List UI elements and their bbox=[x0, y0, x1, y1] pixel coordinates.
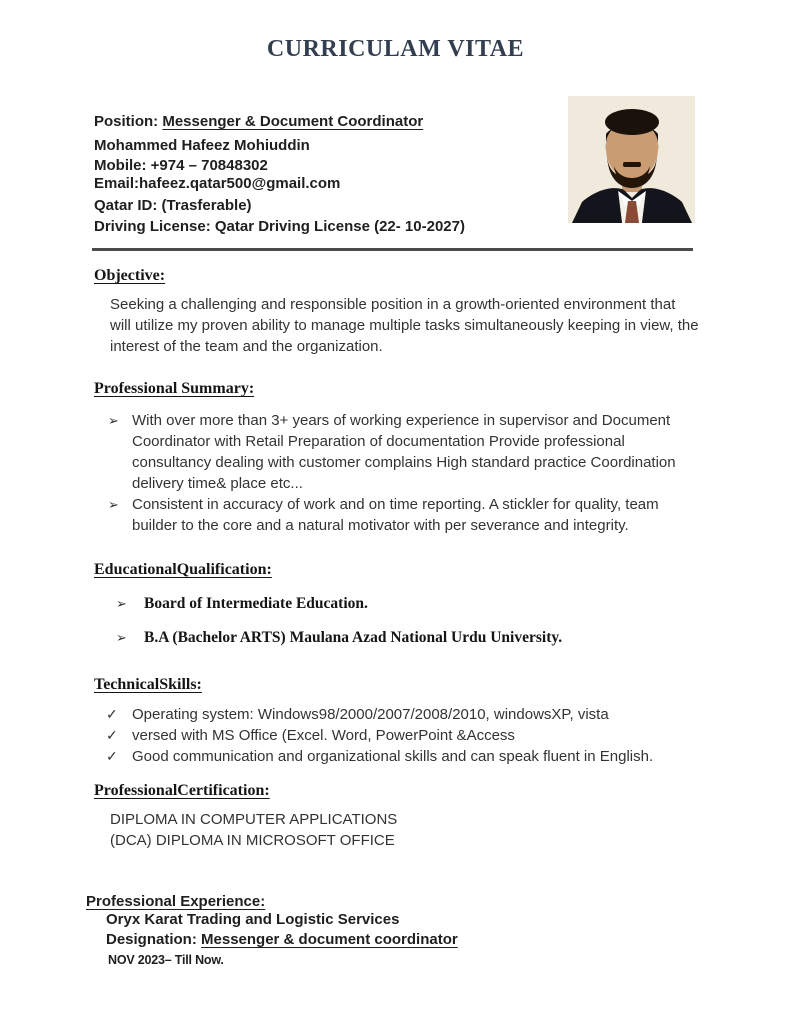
list-item bbox=[116, 628, 705, 648]
summary-heading: Professional Summary: bbox=[94, 380, 255, 397]
check-bullet-icon: ✓ bbox=[106, 748, 118, 764]
email-line: Email:hafeez.qatar500@gmail.com bbox=[94, 175, 341, 192]
certification-line: (DCA) DIPLOMA IN MICROSOFT OFFICE bbox=[110, 832, 395, 849]
arrow-bullet-icon: ➢ bbox=[116, 596, 127, 611]
candidate-name: Mohammed Hafeez Mohiuddin bbox=[94, 137, 310, 154]
summary-item-text: With over more than 3+ years of working experience in supervisor and Document Coordinator with Retail Preparation of documentation Provide professional consultancy dealing with customer complains High standard practice Coordination delivery time& place etc... bbox=[132, 412, 676, 492]
certification-list bbox=[110, 809, 705, 851]
skill-item-text: Good communication and organizational skills and can speak fluent in English. bbox=[132, 748, 654, 765]
technical-skills-heading: TechnicalSkills: bbox=[94, 676, 202, 693]
technical-skills-list bbox=[94, 704, 705, 767]
check-bullet-icon: ✓ bbox=[106, 706, 118, 722]
position-value: Messenger & Document Coordinator bbox=[162, 113, 424, 130]
experience-period: NOV 2023– Till Now. bbox=[108, 953, 224, 967]
experience-designation bbox=[106, 930, 791, 950]
objective-text: Seeking a challenging and responsible position in a growth-oriented environment that will utilize my proven ability to manage multiple tasks simultaneously keeping in view, the interest of the team and the organization. bbox=[110, 296, 699, 355]
skill-item-text: versed with MS Office (Excel. Word, PowerPoint &Access bbox=[132, 727, 515, 744]
arrow-bullet-icon: ➢ bbox=[108, 497, 119, 512]
list-item bbox=[108, 410, 705, 494]
experience-section bbox=[0, 893, 791, 970]
summary-item-text: Consistent in accuracy of work and on time reporting. A stickler for quality, team builder to the core and a natural motivator with per severance and integrity. bbox=[132, 496, 659, 534]
qatar-id-line: Qatar ID: (Trasferable) bbox=[94, 197, 252, 214]
portrait-photo-art bbox=[568, 96, 695, 223]
list-item bbox=[108, 494, 705, 536]
header-divider bbox=[92, 248, 693, 251]
cv-body bbox=[0, 267, 791, 851]
header-section bbox=[0, 111, 791, 237]
designation-value: Messenger & document coordinator bbox=[201, 931, 458, 948]
list-item bbox=[106, 725, 705, 746]
portrait-photo bbox=[568, 96, 695, 223]
experience-heading: Professional Experience: bbox=[86, 893, 266, 910]
summary-list bbox=[94, 410, 705, 536]
mobile-line: Mobile: +974 – 70848302 bbox=[94, 157, 268, 174]
certification-heading: ProfessionalCertification: bbox=[94, 782, 270, 799]
position-label: Position: bbox=[94, 113, 159, 130]
list-item bbox=[116, 594, 705, 614]
education-list bbox=[94, 594, 705, 648]
designation-label: Designation: bbox=[106, 931, 197, 948]
experience-company: Oryx Karat Trading and Logistic Services bbox=[106, 911, 400, 928]
education-item-text: B.A (Bachelor ARTS) Maulana Azad National Urdu University. bbox=[144, 629, 563, 646]
objective-heading: Objective: bbox=[94, 267, 166, 284]
list-item bbox=[106, 746, 705, 767]
arrow-bullet-icon: ➢ bbox=[108, 413, 119, 428]
education-item-text: Board of Intermediate Education. bbox=[144, 595, 368, 612]
list-item bbox=[106, 704, 705, 725]
education-heading: EducationalQualification: bbox=[94, 561, 272, 578]
page-title: CURRICULAM VITAE bbox=[266, 36, 525, 62]
driving-license-line: Driving License: Qatar Driving License (22- 10-2027) bbox=[94, 218, 465, 235]
certification-line: DIPLOMA IN COMPUTER APPLICATIONS bbox=[110, 811, 398, 828]
position-line bbox=[94, 111, 551, 132]
arrow-bullet-icon: ➢ bbox=[116, 630, 127, 645]
skill-item-text: Operating system: Windows98/2000/2007/2008/2010, windowsXP, vista bbox=[132, 706, 609, 723]
check-bullet-icon: ✓ bbox=[106, 727, 118, 743]
